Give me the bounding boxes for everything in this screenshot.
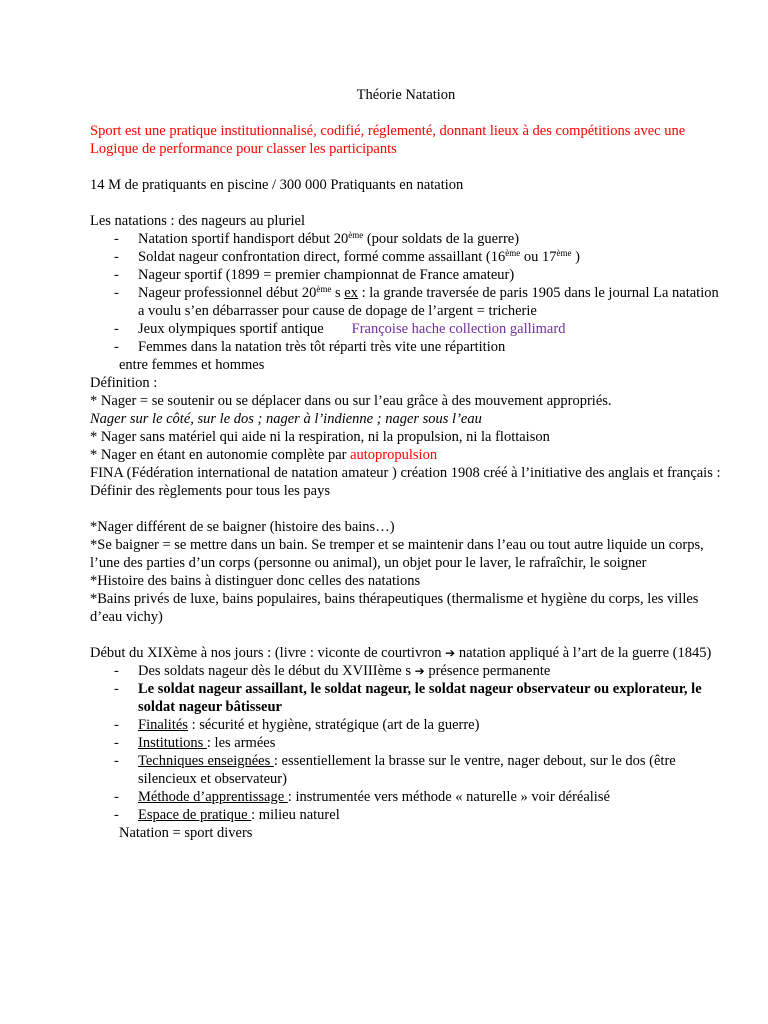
dash-bullet: - (114, 339, 119, 355)
dash-bullet: - (114, 717, 119, 733)
dash-bullet: - (114, 789, 119, 805)
bains-line: *Nager différent de se baigner (histoire des bains…) (90, 519, 395, 535)
list-item: - Nageur professionnel début 20ème s ex : la grande traversée de paris 1905 dans le journal La natation a voulu s’en débarrasser pour cause de dopage de l’argent = tricherie (114, 284, 719, 319)
dash-bullet: - (114, 321, 119, 337)
dash-bullet: - (114, 753, 119, 769)
sport-definition: Sport est une pratique institutionnalisé, codifié, réglementé, donnant lieux à des compétitions avec une Logique de performance pour classer les participants (90, 123, 686, 157)
dash-bullet: - (114, 663, 119, 679)
list-item: - Jeux olympiques sportif antique Françoise hache collection gallimard (114, 321, 566, 337)
definition-heading: Définition : (90, 375, 158, 391)
list-continuation: entre femmes et hommes (119, 357, 265, 373)
definition-line: * Nager = se soutenir ou se déplacer dans ou sur l’eau grâce à des mouvement appropriés. (90, 393, 612, 409)
list-item: - Femmes dans la natation très tôt réparti très vite une répartition (114, 339, 506, 355)
definition-line: * Nager en étant en autonomie complète par autopropulsion (90, 447, 438, 463)
list-item: - Soldat nageur confrontation direct, formé comme assaillant (16ème ou 17ème ) (114, 248, 580, 265)
list-item: - Méthode d’apprentissage : instrumentée vers méthode « naturelle » voir déréalisé (114, 789, 610, 805)
natations-heading: Les natations : des nageurs au pluriel (90, 213, 306, 229)
fina-paragraph: FINA (Fédération international de natation amateur ) création 1908 créé à l’initiative des anglais et français : Définir des règlements pour tous les pays (90, 465, 721, 499)
book-reference: Françoise hache collection gallimard (351, 321, 566, 337)
autopropulsion-term: autopropulsion (350, 447, 438, 463)
stats-line: 14 M de pratiquants en piscine / 300 000 Pratiquants en natation (90, 177, 464, 193)
list-item: - Finalités : sécurité et hygiène, stratégique (art de la guerre) (114, 717, 480, 733)
list-item: - Natation sportif handisport début 20ème (pour soldats de la guerre) (114, 230, 520, 247)
list-item: - Des soldats nageur dès le début du XVIIIème s ➔ présence permanente (114, 663, 551, 679)
bains-line: *Se baigner = se mettre dans un bain. Se tremper et se maintenir dans l’eau ou tout autre liquide un corps, l’une des parties d’un corps (personne ou animal), un objet pour le laver, le rafraîchir, le soigner (90, 537, 704, 571)
xix-list (90, 662, 728, 824)
dash-bullet: - (114, 807, 119, 823)
closing-line: Natation = sport divers (119, 825, 253, 841)
dash-bullet: - (114, 267, 119, 283)
xix-heading: Début du XIXème à nos jours : (livre : viconte de courtivron ➔ natation appliqué à l’art de la guerre (1845) (90, 645, 712, 661)
right-arrow-icon: ➔ (414, 664, 425, 678)
dash-bullet: - (114, 249, 119, 265)
natations-list (90, 230, 728, 356)
list-item: - Techniques enseignées : essentiellement la brasse sur le ventre, nager debout, sur le dos (être silencieux et observateur) (114, 753, 676, 787)
list-item: - Nageur sportif (1899 = premier championnat de France amateur) (114, 267, 515, 283)
page-title: Théorie Natation (356, 87, 456, 103)
definition-examples: Nager sur le côté, sur le dos ; nager à l’indienne ; nager sous l’eau (90, 411, 482, 427)
dash-bullet: - (114, 681, 119, 697)
right-arrow-icon: ➔ (445, 646, 456, 660)
definition-line: * Nager sans matériel qui aide ni la respiration, ni la propulsion, ni la flottaison (90, 429, 550, 445)
list-item: - Institutions : les armées (114, 735, 276, 751)
bains-line: *Bains privés de luxe, bains populaires, bains thérapeutiques (thermalisme et hygiène du corps, les villes d’eau vichy) (90, 591, 699, 625)
dash-bullet: - (114, 285, 119, 301)
bains-line: *Histoire des bains à distinguer donc celles des natations (90, 573, 421, 589)
dash-bullet: - (114, 735, 119, 751)
list-item: - Espace de pratique : milieu naturel (114, 807, 340, 823)
list-item: - Le soldat nageur assaillant, le soldat nageur, le soldat nageur observateur ou explorateur, le soldat nageur bâtisseur (114, 681, 702, 715)
dash-bullet: - (114, 231, 119, 247)
